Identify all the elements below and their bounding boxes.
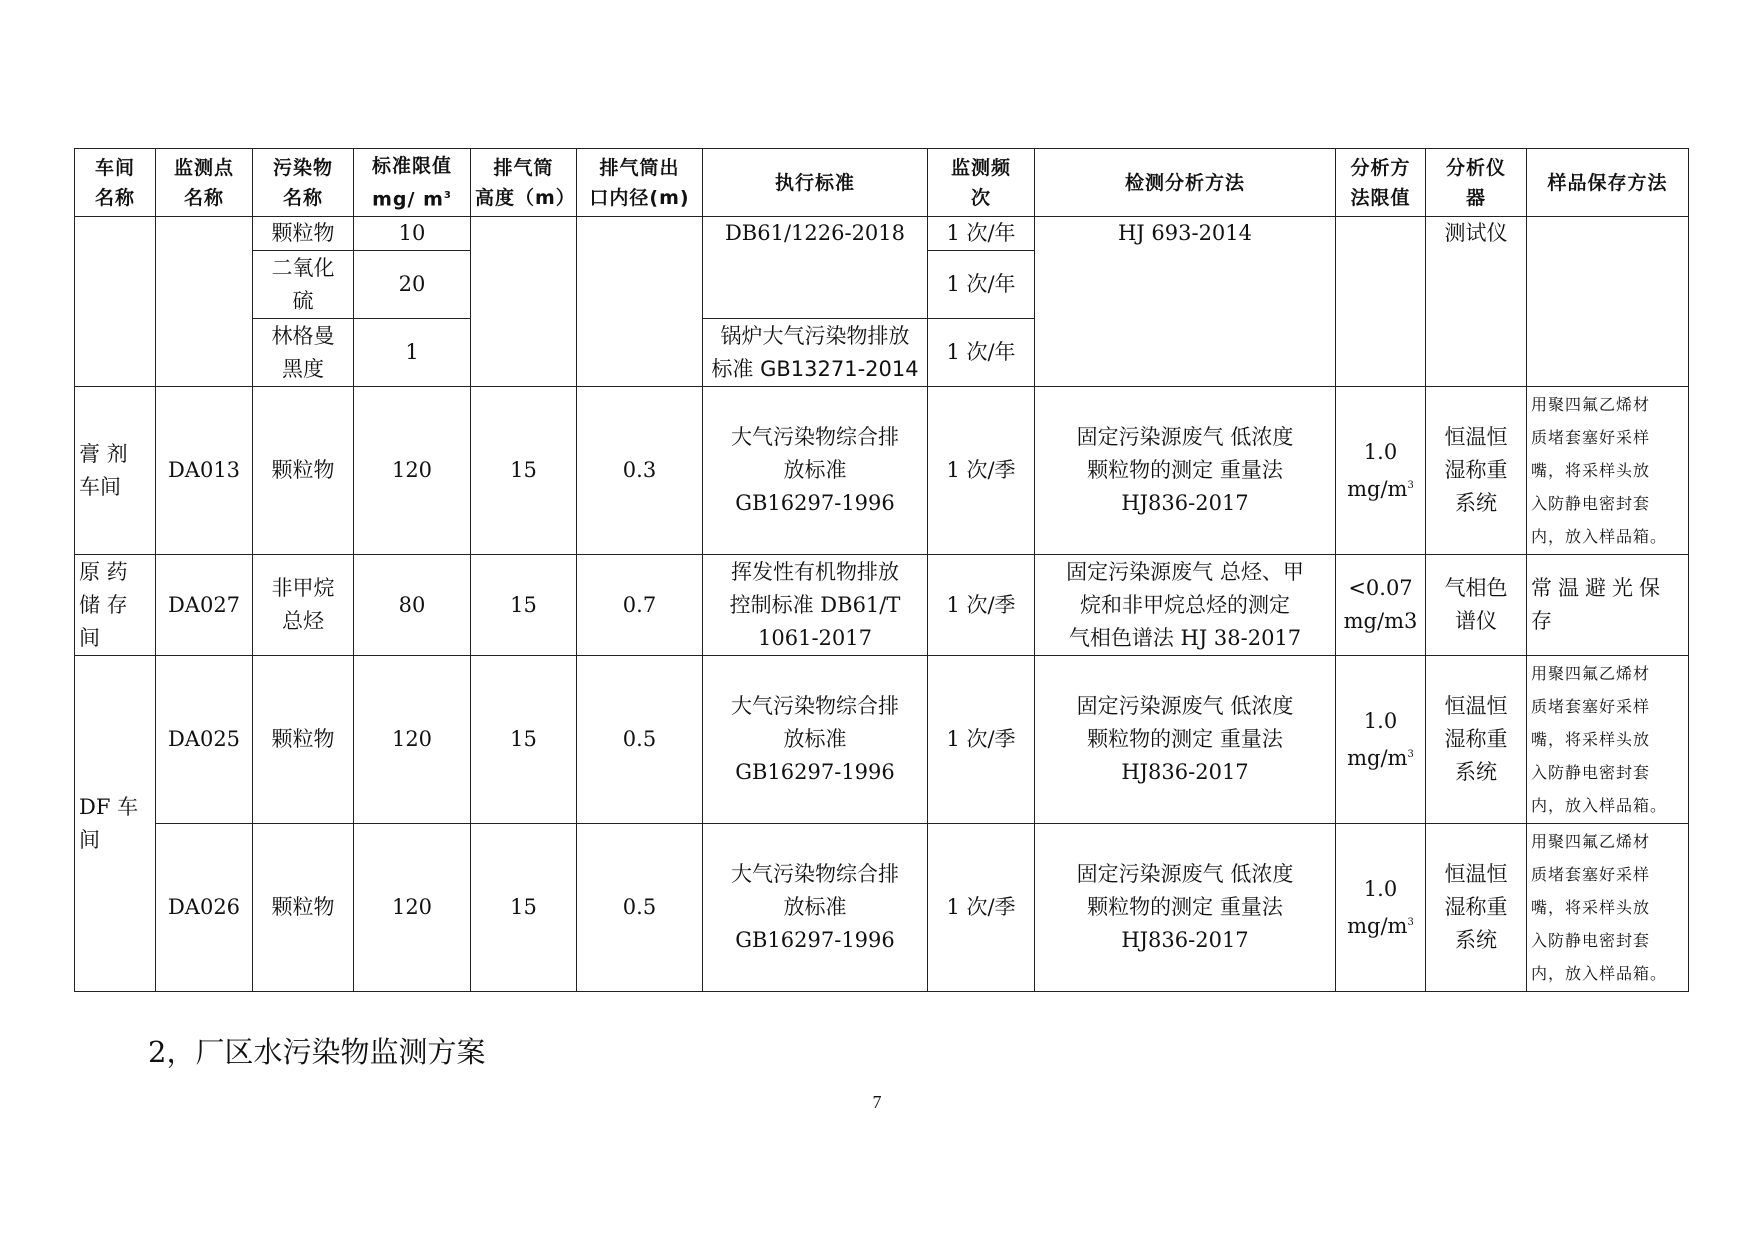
cell-detect: 1.0 $mg/m^3$ (1336, 656, 1426, 824)
cell-freq: 1 次/季 (928, 555, 1035, 656)
header-freq: 监测频 次 (928, 149, 1035, 217)
cell-instrument: 恒温恒 湿称重 系统 (1426, 824, 1527, 992)
cell-instrument: 气相色 谱仪 (1426, 555, 1527, 656)
cell-workshop: 原 药 储 存 间 (75, 555, 156, 656)
cell-height: 15 (471, 824, 577, 992)
cell-standard: 大气污染物综合排 放标准 GB16297-1996 (703, 824, 928, 992)
cell-storage-empty (1527, 217, 1689, 387)
cell-standard: 挥发性有机物排放 控制标准 DB61/T 1061-2017 (703, 555, 928, 656)
cell-workshop: 膏 剂 车间 (75, 387, 156, 555)
cell-diameter-empty (577, 217, 703, 387)
cell-workshop-empty (75, 217, 156, 387)
cell-height: 15 (471, 555, 577, 656)
cell-detect: 1.0 $mg/m^3$ (1336, 387, 1426, 555)
cell-instrument: 恒温恒 湿称重 系统 (1426, 656, 1527, 824)
cell-limit: 120 (354, 824, 471, 992)
cell-pollutant: 林格曼 黑度 (253, 319, 354, 387)
table-row (75, 555, 1689, 656)
cell-instrument: 测试仪 (1426, 217, 1527, 387)
header-instrument: 分析仪 器 (1426, 149, 1527, 217)
monitoring-table (74, 148, 1689, 992)
cell-pollutant: 二氧化 硫 (253, 251, 354, 319)
cell-standard: DB61/1226-2018 (703, 217, 928, 319)
cell-diameter: 0.3 (577, 387, 703, 555)
cell-method: 固定污染源废气 低浓度 颗粒物的测定 重量法 HJ836-2017 (1035, 824, 1336, 992)
cell-pollutant: 颗粒物 (253, 217, 354, 251)
cell-freq: 1 次/季 (928, 387, 1035, 555)
header-row (75, 149, 1689, 217)
cell-limit: 80 (354, 555, 471, 656)
header-standard: 执行标准 (703, 149, 928, 217)
cell-freq: 1 次/年 (928, 217, 1035, 251)
cell-point: DA026 (156, 824, 253, 992)
header-detect: 分析方 法限值 (1336, 149, 1426, 217)
cell-limit: 1 (354, 319, 471, 387)
cell-freq: 1 次/年 (928, 251, 1035, 319)
cell-detect-empty (1336, 217, 1426, 387)
cell-pollutant: 颗粒物 (253, 824, 354, 992)
cell-instrument: 恒温恒 湿称重 系统 (1426, 387, 1527, 555)
cell-height-empty (471, 217, 577, 387)
header-storage: 样品保存方法 (1527, 149, 1689, 217)
header-height: 排气筒 高度（m） (471, 149, 577, 217)
cell-diameter: 0.5 (577, 656, 703, 824)
cell-storage: 常温避光保 存 (1527, 555, 1689, 656)
page-number: 7 (872, 1092, 882, 1112)
cell-freq: 1 次/季 (928, 656, 1035, 824)
table-row (75, 824, 1689, 992)
cell-point: DA025 (156, 656, 253, 824)
cell-method: 固定污染源废气 低浓度 颗粒物的测定 重量法 HJ836-2017 (1035, 656, 1336, 824)
cell-point: DA013 (156, 387, 253, 555)
header-workshop: 车间 名称 (75, 149, 156, 217)
cell-limit: 120 (354, 656, 471, 824)
cell-limit: 10 (354, 217, 471, 251)
cell-workshop: DF 车 间 (75, 656, 156, 992)
header-pollutant: 污染物 名称 (253, 149, 354, 217)
cell-detect: 1.0 $mg/m^3$ (1336, 824, 1426, 992)
cell-point: DA027 (156, 555, 253, 656)
cell-limit: 20 (354, 251, 471, 319)
cell-height: 15 (471, 656, 577, 824)
cell-pollutant: 颗粒物 (253, 387, 354, 555)
cell-method: HJ 693-2014 (1035, 217, 1336, 387)
header-limit: 标准限值 mg/ $m^3$ (354, 149, 471, 217)
cell-method: 固定污染源废气 总烃、甲 烷和非甲烷总烃的测定 气相色谱法 HJ 38-2017 (1035, 555, 1336, 656)
cell-limit: 120 (354, 387, 471, 555)
header-point: 监测点 名称 (156, 149, 253, 217)
section-heading: 2，厂区水污染物监测方案 (148, 1035, 486, 1069)
cell-freq: 1 次/季 (928, 824, 1035, 992)
cell-point-empty (156, 217, 253, 387)
cell-height: 15 (471, 387, 577, 555)
cell-storage: 用聚四氟乙烯材 质堵套塞好采样 嘴，将采样头放 入防静电密封套 内，放入样品箱。 (1527, 656, 1689, 824)
cell-pollutant: 非甲烷 总烃 (253, 555, 354, 656)
cell-standard: 大气污染物综合排 放标准 GB16297-1996 (703, 656, 928, 824)
cell-diameter: 0.5 (577, 824, 703, 992)
cell-storage: 用聚四氟乙烯材 质堵套塞好采样 嘴，将采样头放 入防静电密封套 内，放入样品箱。 (1527, 824, 1689, 992)
cell-storage: 用聚四氟乙烯材 质堵套塞好采样 嘴，将采样头放 入防静电密封套 内，放入样品箱。 (1527, 387, 1689, 555)
cell-detect: <0.07 mg/m3 (1336, 555, 1426, 656)
table-row (75, 656, 1689, 824)
cell-standard: 大气污染物综合排 放标准 GB16297-1996 (703, 387, 928, 555)
table-row (75, 387, 1689, 555)
table-row (75, 217, 1689, 251)
cell-diameter: 0.7 (577, 555, 703, 656)
cell-standard: 锅炉大气污染物排放 标准 GB13271-2014 (703, 319, 928, 387)
cell-method: 固定污染源废气 低浓度 颗粒物的测定 重量法 HJ836-2017 (1035, 387, 1336, 555)
cell-pollutant: 颗粒物 (253, 656, 354, 824)
cell-freq: 1 次/年 (928, 319, 1035, 387)
header-diameter: 排气筒出 口内径(m) (577, 149, 703, 217)
header-method: 检测分析方法 (1035, 149, 1336, 217)
